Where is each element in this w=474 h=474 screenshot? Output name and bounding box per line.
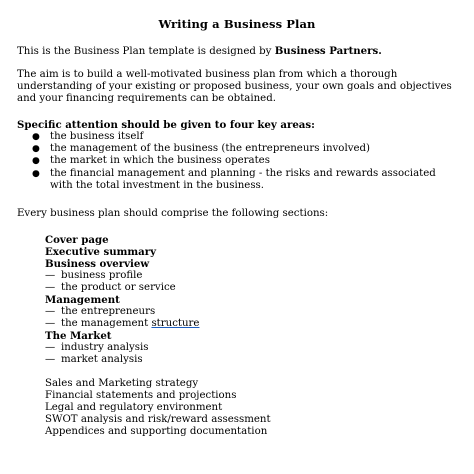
list-item: — industry analysis — [45, 342, 149, 353]
section-swot-analysis: SWOT analysis and risk/reward assessment — [45, 414, 271, 425]
section-appendices: Appendices and supporting documentation — [45, 426, 268, 437]
section-business-overview: Business overview — [45, 258, 150, 270]
document-title: Writing a Business Plan — [158, 17, 316, 31]
list-item: ● the management of the business (the entrepreneurs involved) — [32, 143, 370, 155]
dash-icon: — — [45, 318, 56, 329]
list-item: — market analysis — [45, 354, 143, 365]
section-management: Management — [45, 294, 120, 306]
sections-intro: Every business plan should comprise the following sections: — [17, 208, 329, 219]
list-item: — the product or service — [45, 282, 176, 293]
list-item: ● the financial management and planning - the risks and rewards associated with the total investment in the business. — [32, 167, 436, 191]
spellcheck-underlined-word: structure — [151, 318, 200, 329]
dash-icon: — — [45, 342, 56, 353]
bullet-icon: ● — [32, 168, 40, 179]
company-name: Business Partners. — [274, 45, 382, 57]
dash-icon: — — [45, 354, 56, 365]
section-legal-regulatory: Legal and regulatory environment — [45, 402, 223, 413]
bullet-icon: ● — [32, 132, 40, 142]
list-item: — the management structure — [45, 318, 200, 329]
dash-icon: — — [45, 282, 56, 293]
list-item: — business profile — [45, 270, 143, 281]
key-areas-list — [32, 131, 460, 192]
dash-icon: — — [45, 270, 56, 281]
intro-sentence — [17, 45, 460, 58]
bullet-icon: ● — [32, 156, 40, 167]
section-financial-statements: Financial statements and projections — [45, 390, 237, 401]
intro-lead: This is the Business Plan template is designed by — [17, 46, 275, 57]
list-item: ● the business itself — [32, 131, 144, 142]
list-item: ● the market in which the business operates — [32, 155, 270, 167]
sections-list — [45, 234, 365, 438]
list-item: — the entrepreneurs — [45, 306, 156, 317]
section-sales-marketing: Sales and Marketing strategy — [45, 378, 199, 389]
section-the-market: The Market — [45, 330, 112, 342]
dash-icon: — — [45, 306, 56, 317]
key-areas-heading: Specific attention should be given to four key areas: — [17, 119, 315, 131]
section-executive-summary: Executive summary — [45, 246, 157, 258]
aim-paragraph: The aim is to build a well-motivated business plan from which a thorough understanding of your existing or proposed business, your own goals and objectives and your financing requirements can be obtained. — [17, 69, 452, 105]
bullet-icon: ● — [32, 144, 40, 155]
section-cover-page: Cover page — [45, 234, 109, 246]
